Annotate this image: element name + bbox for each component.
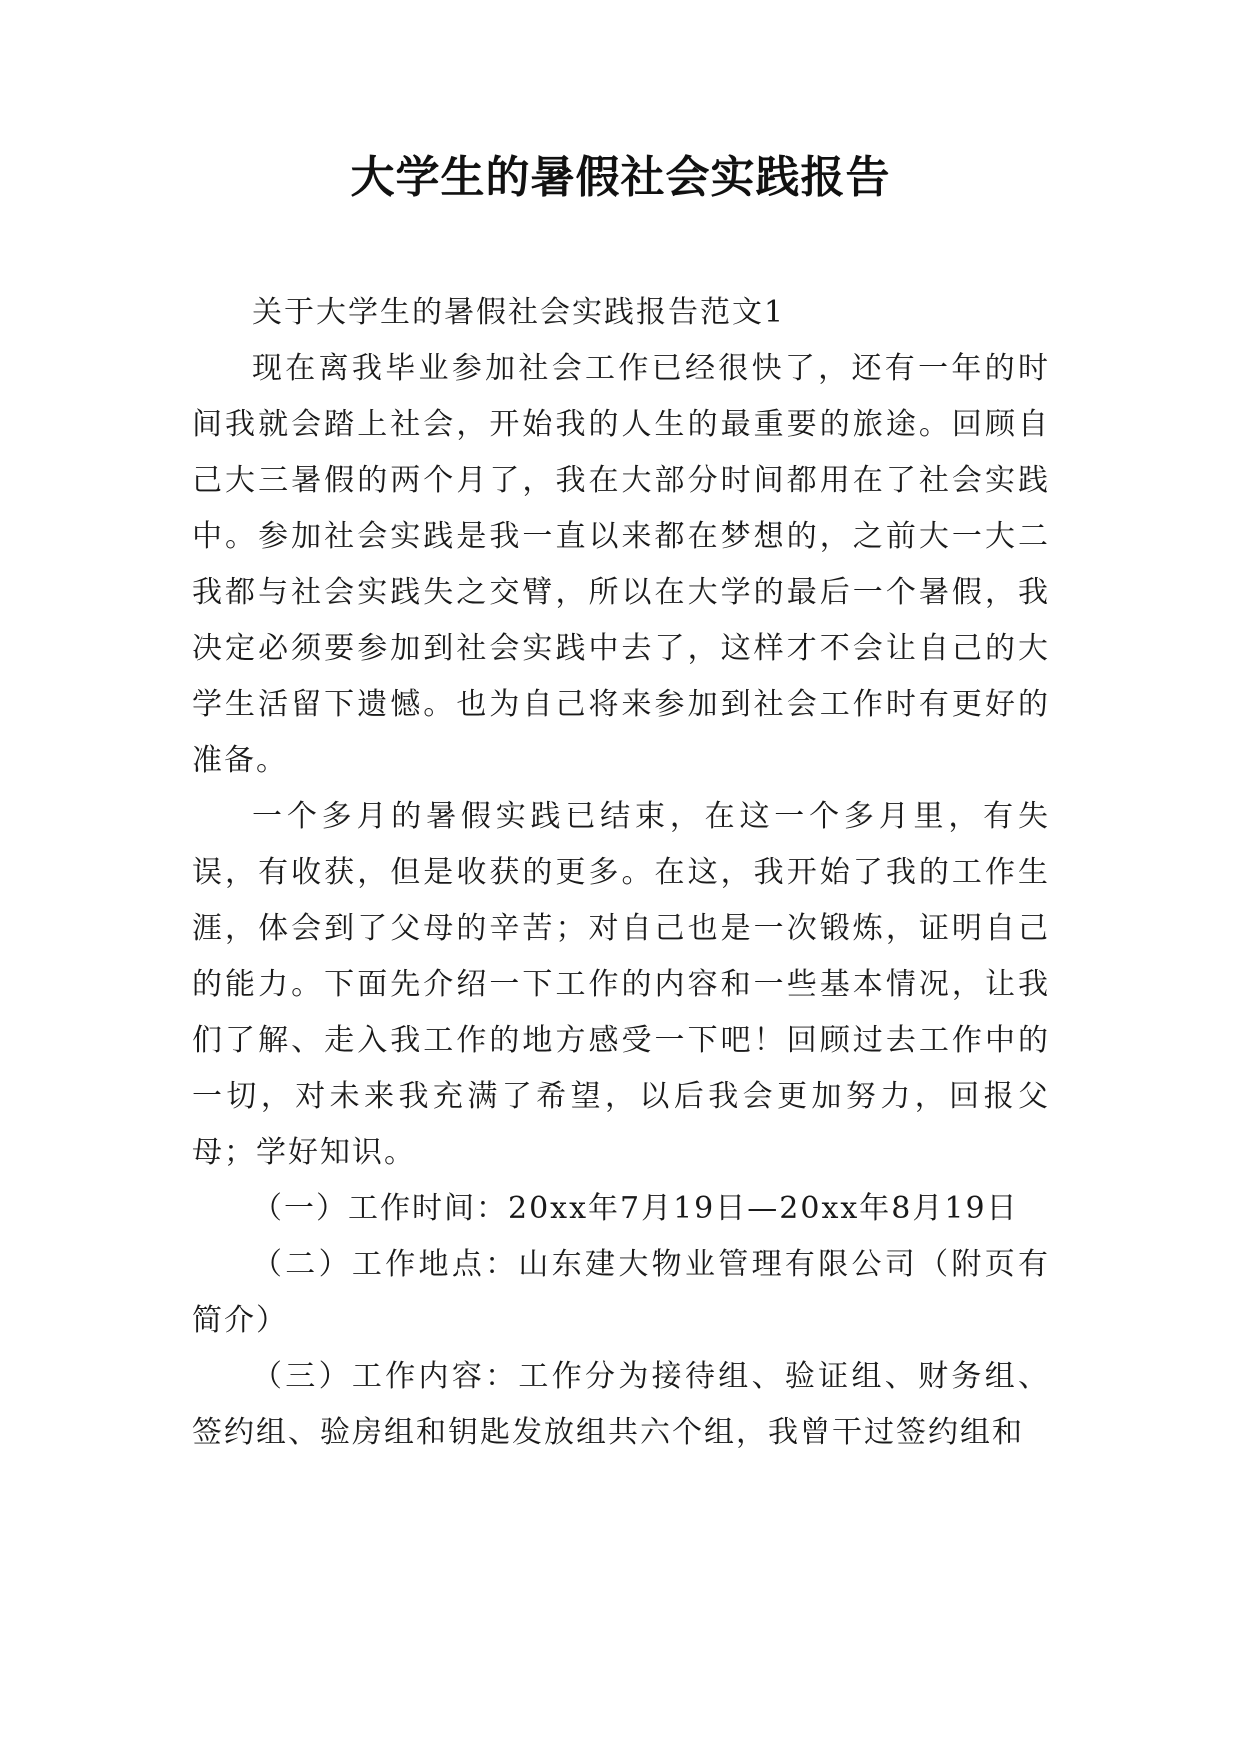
paragraph-work-location: （二）工作地点：山东建大物业管理有限公司（附页有简介） (192, 1247, 1050, 1338)
paragraph-heading: 关于大学生的暑假社会实践报告范文1 (252, 295, 786, 330)
paragraph-intro: 现在离我毕业参加社会工作已经很快了，还有一年的时间我就会踏上社会，开始我的人生的最重要的旅途。回顾自己大三暑假的两个月了，我在大部分时间都用在了社会实践中。参加社会实践是我一直以来都在梦想的，之前大一大二我都与社会实践失之交臂，所以在大学的最后一个暑假，我决定必须要参加到社会实践中去了，这样才不会让自己的大学生活留下遗憾。也为自己将来参加到社会工作时有更好的准备。 (192, 351, 1050, 778)
document-body (192, 285, 1050, 1461)
paragraph-work-content: （三）工作内容：工作分为接待组、验证组、财务组、签约组、验房组和钥匙发放组共六个组，我曾干过签约组和 (192, 1359, 1050, 1450)
document-title: 大学生的暑假社会实践报告 (350, 152, 891, 203)
paragraph-work-time: （一）工作时间：20xx年7月19日—20xx年8月19日 (252, 1191, 1019, 1226)
paragraph-summary: 一个多月的暑假实践已结束，在这一个多月里，有失误，有收获，但是收获的更多。在这，我开始了我的工作生涯，体会到了父母的辛苦；对自己也是一次锻炼，证明自己的能力。下面先介绍一下工作的内容和一些基本情况，让我们了解、走入我工作的地方感受一下吧！回顾过去工作中的一切，对未来我充满了希望，以后我会更加努力，回报父母；学好知识。 (192, 799, 1050, 1170)
